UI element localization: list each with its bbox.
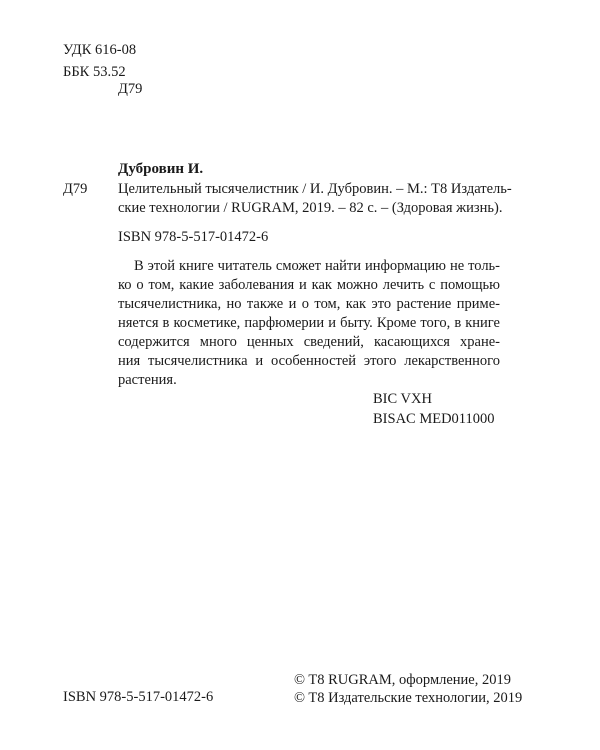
isbn-main: ISBN 978-5-517-01472-6 (118, 229, 269, 245)
copyright-design: © T8 RUGRAM, оформление, 2019 (294, 672, 511, 688)
abstract-line: содержится много ценных сведений, касающихся хране- (118, 334, 500, 350)
bbk-code: ББК 53.52 (63, 64, 126, 80)
author-code-top: Д79 (118, 81, 143, 97)
copyright-publisher: © T8 Издательские технологии, 2019 (294, 690, 523, 706)
bibliographic-description-line-1: Целительный тысячелистник / И. Дубровин. – М.: T8 Издатель- (118, 181, 512, 197)
abstract-line: няется в косметике, парфюмерии и быту. Кроме того, в книге (118, 315, 500, 331)
udk-code: УДК 616-08 (63, 42, 137, 58)
author-code-margin: Д79 (63, 181, 88, 197)
abstract-line: ко о том, какие заболевания и как можно лечить с помощью (118, 277, 500, 293)
bisac-code: BISAC MED011000 (373, 411, 495, 427)
isbn-footer: ISBN 978-5-517-01472-6 (63, 689, 214, 705)
abstract-line: тысячелистника, но также и о том, как это растение приме- (118, 296, 500, 312)
abstract-line: растения. (118, 372, 177, 388)
abstract-line: В этой книге читатель сможет найти информацию не толь- (134, 258, 500, 274)
abstract-paragraph (118, 257, 500, 390)
abstract-line: ния тысячелистника и особенностей этого лекарственного (118, 353, 500, 369)
bibliographic-description-line-2: ские технологии / RUGRAM, 2019. – 82 с. – (Здоровая жизнь). (118, 200, 503, 216)
author-name: Дубровин И. (118, 161, 204, 177)
bic-code: BIC VXH (373, 391, 432, 407)
